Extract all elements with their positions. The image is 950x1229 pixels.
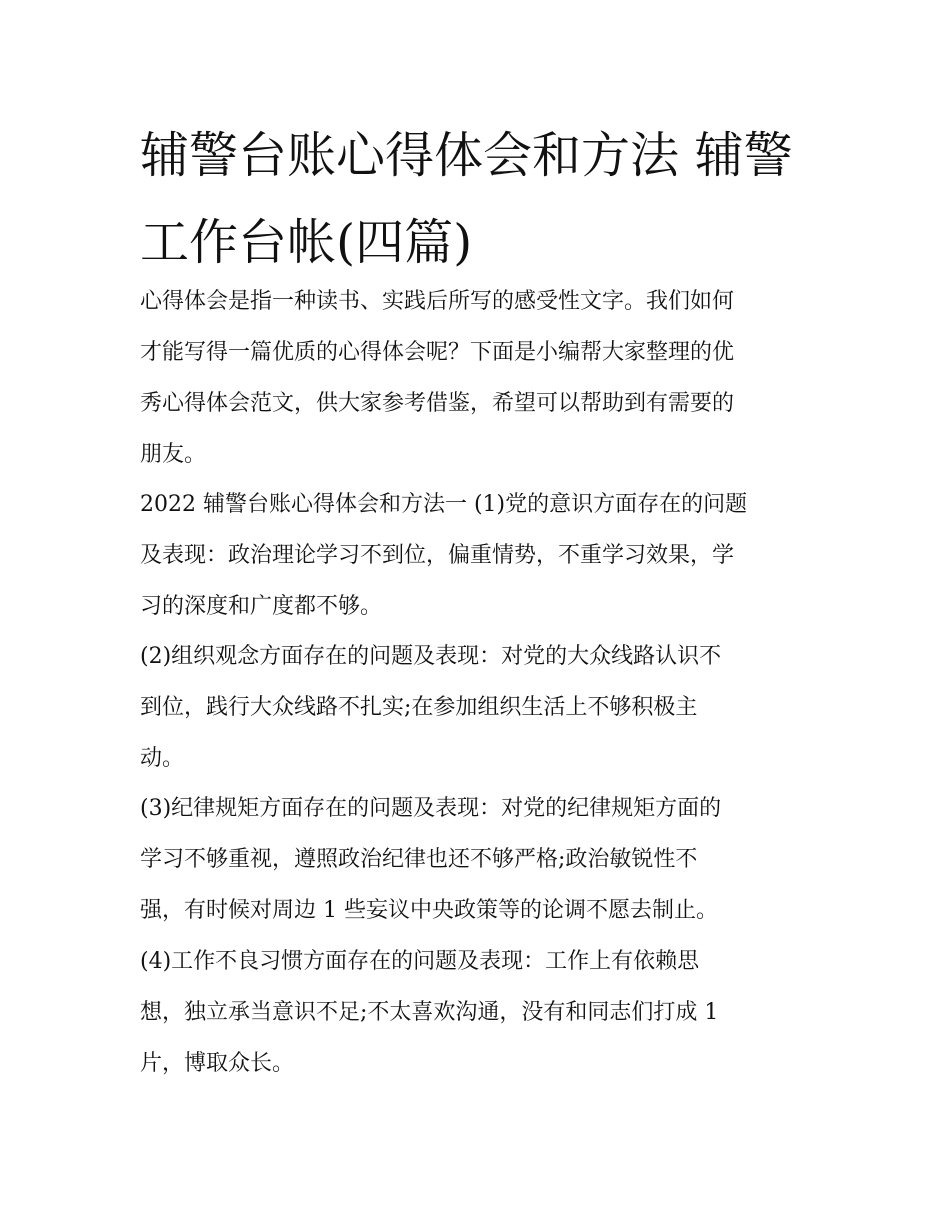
section-3-paragraph bbox=[140, 783, 820, 936]
text-line: 到位，践行大众线路不扎实;在参加组织生活上不够积极主 bbox=[140, 695, 698, 720]
text-line: 2022 辅警台账心得体会和方法一 (1)党的意识方面存在的问题 bbox=[140, 492, 748, 517]
section-2-paragraph bbox=[140, 631, 820, 784]
text-line: (3)纪律规矩方面存在的问题及表现：对党的纪律规矩方面的 bbox=[140, 796, 722, 821]
title-line: 工作台帐(四篇) bbox=[140, 214, 473, 271]
section-4-paragraph bbox=[140, 936, 820, 1089]
text-line: 强，有时候对周边 1 些妄议中央政策等的论调不愿去制止。 bbox=[140, 898, 718, 923]
text-line: 想，独立承当意识不足;不太喜欢沟通，没有和同志们打成 1 bbox=[140, 1000, 719, 1025]
text-line: (4)工作不良习惯方面存在的问题及表现：工作上有依赖思 bbox=[140, 949, 700, 974]
section-1-paragraph bbox=[140, 479, 820, 632]
title-line: 辅警台账心得体会和方法 辅警 bbox=[140, 127, 793, 184]
text-line: (2)组织观念方面存在的问题及表现：对党的大众线路认识不 bbox=[140, 644, 722, 669]
intro-paragraph bbox=[140, 276, 820, 480]
text-line: 及表现：政治理论学习不到位，偏重情势，不重学习效果，学 bbox=[140, 543, 735, 568]
text-line: 心得体会是指一种读书、实践后所写的感受性文字。我们如何 bbox=[140, 289, 735, 314]
document-title bbox=[140, 112, 820, 286]
text-line: 动。 bbox=[140, 746, 185, 771]
text-line: 朋友。 bbox=[140, 442, 207, 467]
text-line: 习的深度和广度都不够。 bbox=[140, 594, 383, 619]
text-line: 才能写得一篇优质的心得体会呢？下面是小编帮大家整理的优 bbox=[140, 340, 735, 365]
text-line: 秀心得体会范文，供大家参考借鉴，希望可以帮助到有需要的 bbox=[140, 391, 735, 416]
text-line: 学习不够重视，遵照政治纪律也还不够严格;政治敏锐性不 bbox=[140, 847, 698, 872]
text-line: 片，博取众长。 bbox=[140, 1051, 295, 1076]
